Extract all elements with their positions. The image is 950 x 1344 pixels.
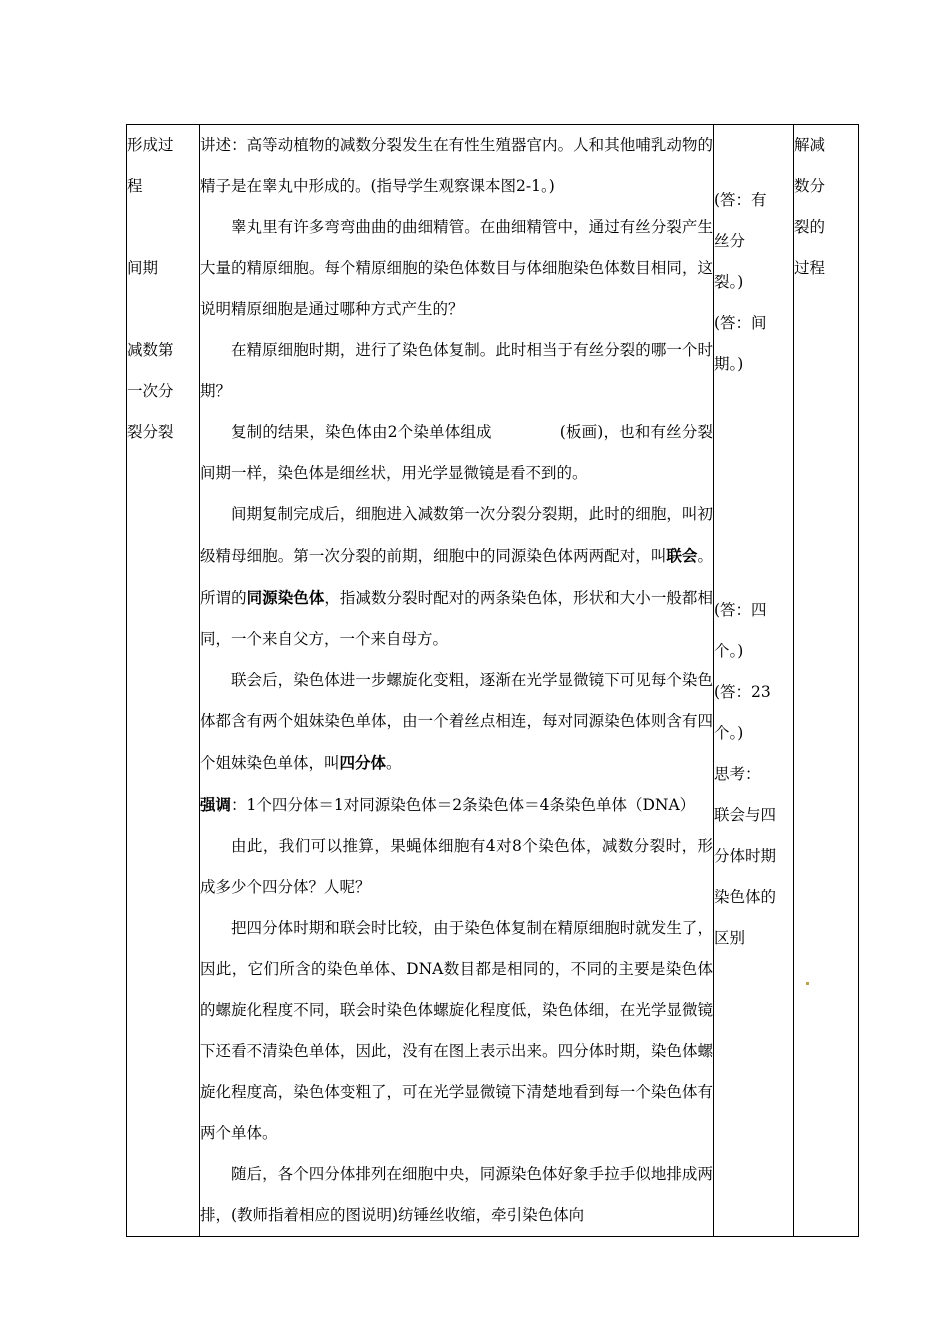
term-tetrad: 四分体 [339, 753, 387, 772]
lesson-table [126, 124, 859, 1237]
term-homologous: 同源染色体 [246, 588, 325, 607]
stage-meiosis-1-a: 减数第 [127, 341, 174, 359]
stage-meiosis-1-b: 一次分 [127, 382, 174, 400]
paragraph-emphasis: 强调：1个四分体＝1对同源染色体＝2条染色体＝4条染色单体（DNA） [200, 795, 696, 814]
paragraph-comparison: 把四分体时期和联会时比较，由于染色体复制在精原细胞时就发生了，因此，它们所含的染色单体、DNA数目都是相同的，不同的主要是染色体的螺旋化程度不同，联会时染色体螺旋化程度低，染色体细，在光学显微镜下还看不清染色单体，因此，没有在图上表示出来。四分体时期，染色体螺旋化程度高，染色体变粗了，可在光学显微镜下清楚地看到每一个染色体有两个单体。 [200, 919, 713, 1142]
paragraph-metaphase: 随后，各个四分体排列在细胞中央，同源染色体好象手拉手似地排成两排，(教师指着相应的图说明)纺锤丝收缩，牵引染色体向 [200, 1165, 713, 1224]
stage-label-2: 程 [127, 177, 143, 195]
paragraph-testis: 睾丸里有许多弯弯曲曲的曲细精管。在曲细精管中，通过有丝分裂产生大量的精原细胞。每个精原细胞的染色体数目与体细胞染色体数目相同，这说明精原细胞是通过哪种方式产生的？ [200, 218, 713, 318]
goal-column [794, 125, 859, 1237]
answer-1c: 裂。) [714, 273, 744, 291]
term-synapsis: 联会 [666, 546, 698, 565]
paragraph-tetrad: 联会后，染色体进一步螺旋化变粗，逐渐在光学显微镜下可见每个染色体都含有两个姐妹染色单体，由一个着丝点相连，每对同源染色体则含有四个姐妹染色单体，叫四分体。 [200, 671, 713, 772]
think-2: 分体时期 [714, 847, 777, 865]
think-label: 思考： [714, 765, 761, 783]
answer-1b: 丝分 [714, 232, 746, 250]
stage-meiosis-1-c: 裂分裂 [127, 423, 174, 441]
stage-column [127, 125, 200, 1237]
goal-3: 裂的 [794, 218, 826, 236]
goal-1: 解减 [794, 136, 826, 154]
goal-2: 数分 [794, 177, 826, 195]
paragraph-synapsis: 间期复制完成后，细胞进入减数第一次分裂分裂期，此时的细胞，叫初级精母细胞。第一次分裂的前期，细胞中的同源染色体两两配对，叫联会。所谓的同源染色体，指减数分裂时配对的两条染色体，形状和大小一般都相同，一个来自父方，一个来自母方。 [200, 505, 713, 648]
answer-column [714, 125, 794, 1237]
stage-label-1: 形成过 [127, 136, 174, 154]
answer-2a: (答：间 [714, 314, 767, 332]
paragraph-spermatogonia: 在精原细胞时期，进行了染色体复制。此时相当于有丝分裂的哪一个时期？ [200, 341, 713, 400]
emphasis-label: 强调 [200, 795, 232, 814]
teaching-content [200, 125, 714, 1237]
table-row [127, 125, 859, 1237]
goal-4: 过程 [794, 259, 826, 277]
think-4: 区别 [714, 929, 746, 947]
answer-2b: 期。) [714, 355, 744, 373]
paragraph-intro: 讲述：高等动植物的减数分裂发生在有性生殖器官内。人和其他哺乳动物的精子是在睾丸中形成的。(指导学生观察课本图2-1。) [200, 136, 713, 195]
paragraph-calculation: 由此，我们可以推算，果蝇体细胞有4对8个染色体，减数分裂时，形成多少个四分体？人呢？ [200, 837, 713, 896]
paragraph-replication: 复制的结果，染色体由2个染单体组成 (板画)，也和有丝分裂间期一样，染色体是细丝状，用光学显微镜是看不到的。 [200, 423, 713, 482]
answer-4b: 个。) [714, 724, 744, 742]
stage-interphase: 间期 [127, 259, 159, 277]
answer-3a: (答：四 [714, 601, 767, 619]
think-1: 联会与四 [714, 806, 777, 824]
answer-1a: (答：有 [714, 191, 767, 209]
stray-mark [806, 982, 809, 985]
think-3: 染色体的 [714, 888, 777, 906]
answer-4a: (答：23 [714, 683, 771, 701]
answer-3b: 个。) [714, 642, 744, 660]
